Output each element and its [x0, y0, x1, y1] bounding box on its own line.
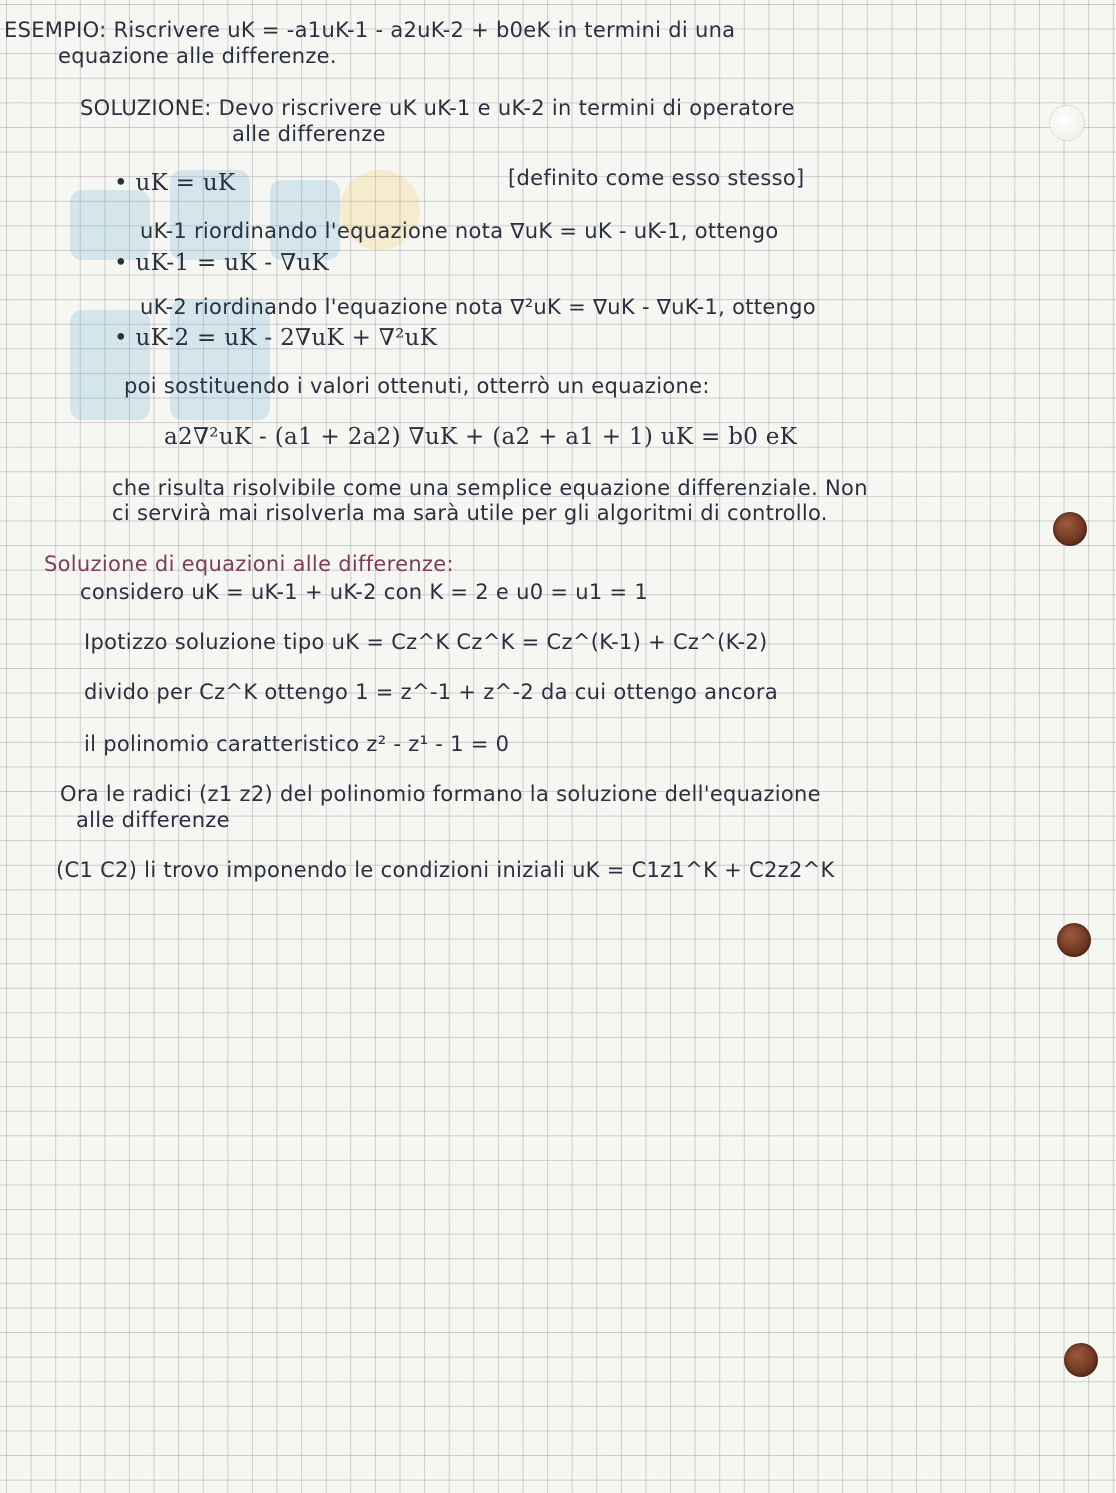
example-title-cont: equazione alle differenze. — [58, 44, 337, 68]
hypothesis-line: Ipotizzo soluzione tipo uK = Cz^K Cz^K = Cz^(K-1) + Cz^(K-2) — [84, 630, 768, 654]
binder-hole-top — [1050, 106, 1084, 140]
characteristic-polynomial: il polinomio caratteristico z² - z¹ - 1 = 0 — [84, 732, 510, 756]
example-title: ESEMPIO: Riscrivere uK = -a1uK-1 - a2uK-2 + b0eK in termini di una — [4, 18, 736, 42]
roots-line-cont: alle differenze — [76, 808, 230, 832]
solution-heading-cont: alle differenze — [232, 122, 386, 146]
roots-line: Ora le radici (z1 z2) del polinomio formano la soluzione dell'equazione — [60, 782, 821, 806]
bullet-uk: • uK = uK — [114, 170, 236, 196]
binder-hole-3 — [1064, 1343, 1098, 1377]
uk-2-derivation: uK-2 riordinando l'equazione nota ∇²uK = ∇uK - ∇uK-1, ottengo — [140, 295, 816, 319]
binder-hole-1 — [1053, 512, 1087, 546]
uk-1-derivation: uK-1 riordinando l'equazione nota ∇uK = uK - uK-1, ottengo — [140, 219, 779, 243]
bullet-uk-2: • uK-2 = uK - 2∇uK + ∇²uK — [114, 325, 438, 351]
substitution-text: poi sostituendo i valori ottenuti, otterrò un equazione: — [124, 374, 710, 398]
section-heading: Soluzione di equazioni alle differenze: — [44, 552, 454, 576]
bullet-uk-note: [definito come esso stesso] — [508, 166, 805, 190]
divide-line: divido per Cz^K ottengo 1 = z^-1 + z^-2 da cui ottengo ancora — [84, 680, 779, 704]
remark-line-2: ci servirà mai risolverla ma sarà utile per gli algoritmi di controllo. — [112, 501, 828, 525]
binder-hole-2 — [1057, 923, 1091, 957]
difference-equation: a2∇²uK - (a1 + 2a2) ∇uK + (a2 + a1 + 1) uK = b0 eK — [164, 424, 798, 450]
bullet-uk-1: • uK-1 = uK - ∇uK — [114, 250, 330, 276]
remark-line-1: che risulta risolvibile come una semplice equazione differenziale. Non — [112, 476, 868, 500]
consider-recurrence: considero uK = uK-1 + uK-2 con K = 2 e u0 = u1 = 1 — [80, 580, 649, 604]
solution-heading: SOLUZIONE: Devo riscrivere uK uK-1 e uK-2 in termini di operatore — [80, 96, 795, 120]
constants-line: (C1 C2) li trovo imponendo le condizioni iniziali uK = C1z1^K + C2z2^K — [56, 858, 835, 882]
